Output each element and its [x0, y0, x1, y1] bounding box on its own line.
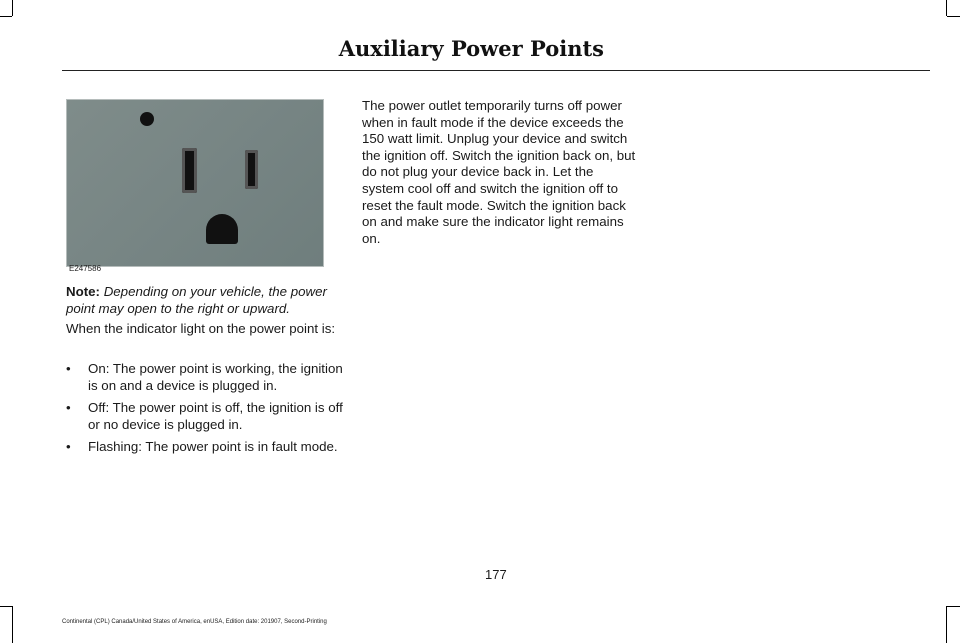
note-label: Note: [66, 284, 100, 299]
list-item-text: Off: The power point is off, the ignition is off or no device is plugged in. [88, 400, 343, 432]
page-title: Auxiliary Power Points [338, 36, 604, 61]
bullet-marker: • [66, 439, 71, 455]
crop-mark-bottom-right-h [947, 606, 960, 607]
crop-mark-top-right-v [946, 0, 947, 16]
note-paragraph [66, 284, 341, 317]
list-item [66, 361, 346, 394]
footer-edition: Continental (CPL) Canada/United States of America, enUSA, Edition date: 201907, Second-Printing [62, 619, 327, 625]
bullet-marker: • [66, 361, 71, 376]
list-item [66, 439, 346, 456]
fault-mode-paragraph: The power outlet temporarily turns off power when in fault mode if the device exceeds the 150 watt limit. Unplug your device and switch the ignition off. Switch the ignition back on, but do not plug your device back in. Let the system cool off and switch the ignition off to reset the fault mode. Switch the ignition back on and make sure the indicator light remains on. [362, 98, 636, 246]
list-item-text: On: The power point is working, the ignition is on and a device is plugged in. [88, 361, 343, 393]
note-text: Depending on your vehicle, the power point may open to the right or upward. [66, 284, 327, 316]
figure-id: E247586 [69, 264, 102, 273]
page-number: 177 [485, 567, 507, 582]
crop-mark-bottom-left-v [12, 606, 13, 643]
crop-mark-bottom-left-h [0, 606, 12, 607]
intro-paragraph: When the indicator light on the power point is: [66, 321, 336, 336]
outlet-ground-hole [206, 214, 238, 244]
list-item-text: Flashing: The power point is in fault mode. [88, 439, 338, 455]
header-rule [62, 70, 930, 71]
indicator-state-list [66, 361, 346, 462]
crop-mark-top-left-h [0, 16, 12, 17]
bullet-marker: • [66, 400, 71, 416]
crop-mark-top-right-h [947, 16, 960, 17]
list-item [66, 400, 346, 433]
indicator-light-icon [140, 112, 154, 126]
crop-mark-bottom-right-v [946, 606, 947, 643]
outlet-slot-right [245, 150, 258, 189]
outlet-slot-left [182, 148, 197, 193]
power-outlet-figure [66, 99, 324, 267]
crop-mark-top-left-v [12, 0, 13, 16]
